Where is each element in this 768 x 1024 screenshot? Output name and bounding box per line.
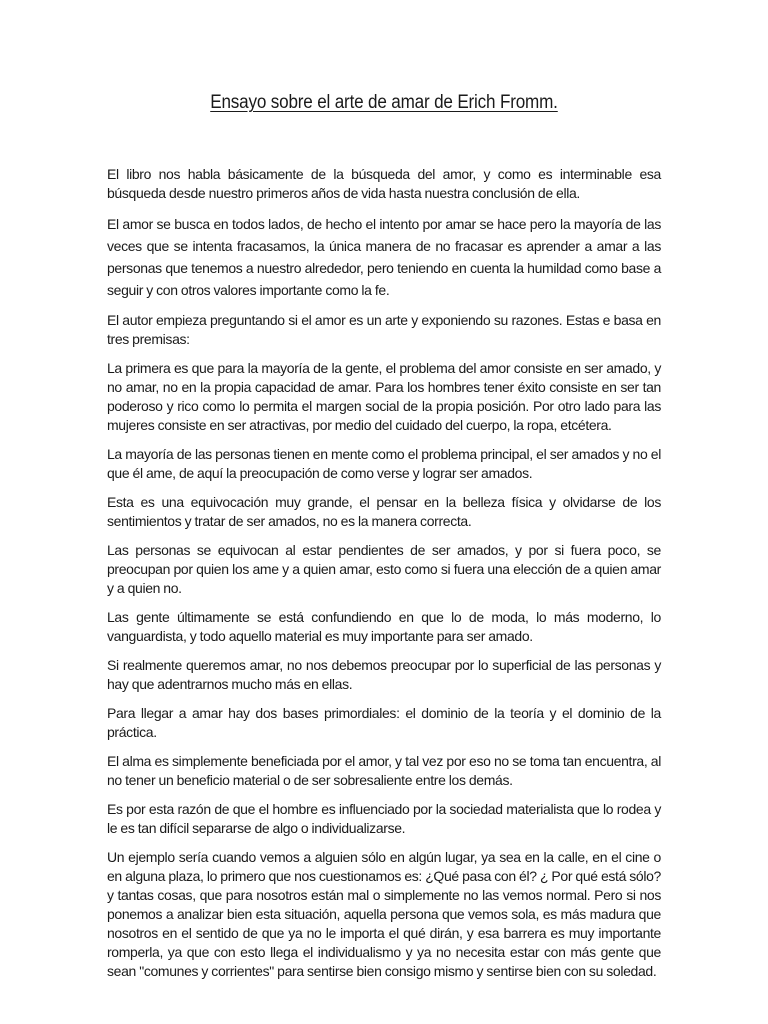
document-body [107,165,661,991]
paragraph: El autor empieza preguntando si el amor es un arte y exponiendo su razones. Estas e basa en tres premisas: [107,312,661,347]
paragraph: El libro nos habla básicamente de la búsqueda del amor, y como es interminable esa búsqueda desde nuestro primeros años de vida hasta nuestra conclusión de ella. [107,166,661,201]
paragraph: La primera es que para la mayoría de la gente, el problema del amor consiste en ser amado, y no amar, no en la propia capacidad de amar. Para los hombres tener éxito consiste en ser tan poderoso y rico como lo permita el margen social de la propia posición. Por otro lado para las mujeres consiste en ser atractivas, por medio del cuidado del cuerpo, la ropa, etcétera. [107,360,661,433]
paragraph: El amor se busca en todos lados, de hecho el intento por amar se hace pero la mayoría de las veces que se intenta fracasamos, la única manera de no fracasar es aprender a amar a las personas que tenemos a nuestro alrededor, pero teniendo en cuenta la humildad como base a seguir y con otros valores importante como la fe. [107,216,661,298]
paragraph: Si realmente queremos amar, no nos debemos preocupar por lo superficial de las personas y hay que adentrarnos mucho más en ellas. [107,657,661,692]
paragraph: Es por esta razón de que el hombre es influenciado por la sociedad materialista que lo rodea y le es tan difícil separarse de algo o individualizarse. [107,801,661,836]
document-title: Ensayo sobre el arte de amar de Erich Fromm. [210,92,558,113]
paragraph: Las personas se equivocan al estar pendientes de ser amados, y por si fuera poco, se preocupan por quien los ame y a quien amar, esto como si fuera una elección de a quien amar y a quien no. [107,542,661,596]
paragraph: Para llegar a amar hay dos bases primordiales: el dominio de la teoría y el dominio de la práctica. [107,705,661,740]
paragraph: La mayoría de las personas tienen en mente como el problema principal, el ser amados y no el que él ame, de aquí la preocupación de como verse y lograr ser amados. [107,446,661,481]
paragraph: Esta es una equivocación muy grande, el pensar en la belleza física y olvidarse de los sentimientos y tratar de ser amados, no es la manera correcta. [107,494,661,529]
paragraph: Un ejemplo sería cuando vemos a alguien sólo en algún lugar, ya sea en la calle, en el cine o en alguna plaza, lo primero que nos cuestionamos es: ¿Qué pasa con él? ¿ Por qué está sólo? y tantas cosas, que para nosotros están mal o simplemente no las vemos normal. Pero si nos ponemos a analizar bien esta situación, aquella persona que vemos sola, es más madura que nosotros en el sentido de que ya no le importa el qué dirán, y esa barrera es muy importante romperla, ya que con esto llega el individualismo y ya no necesita estar con más gente que sean "comunes y corrientes" para sentirse bien consigo mismo y sentirse bien con su soledad. [107,849,661,979]
paragraph: El alma es simplemente beneficiada por el amor, y tal vez por eso no se toma tan encuentra, al no tener un beneficio material o de ser sobresaliente entre los demás. [107,753,661,788]
paragraph: Las gente últimamente se está confundiendo en que lo de moda, lo más moderno, lo vanguardista, y todo aquello material es muy importante para ser amado. [107,609,661,644]
